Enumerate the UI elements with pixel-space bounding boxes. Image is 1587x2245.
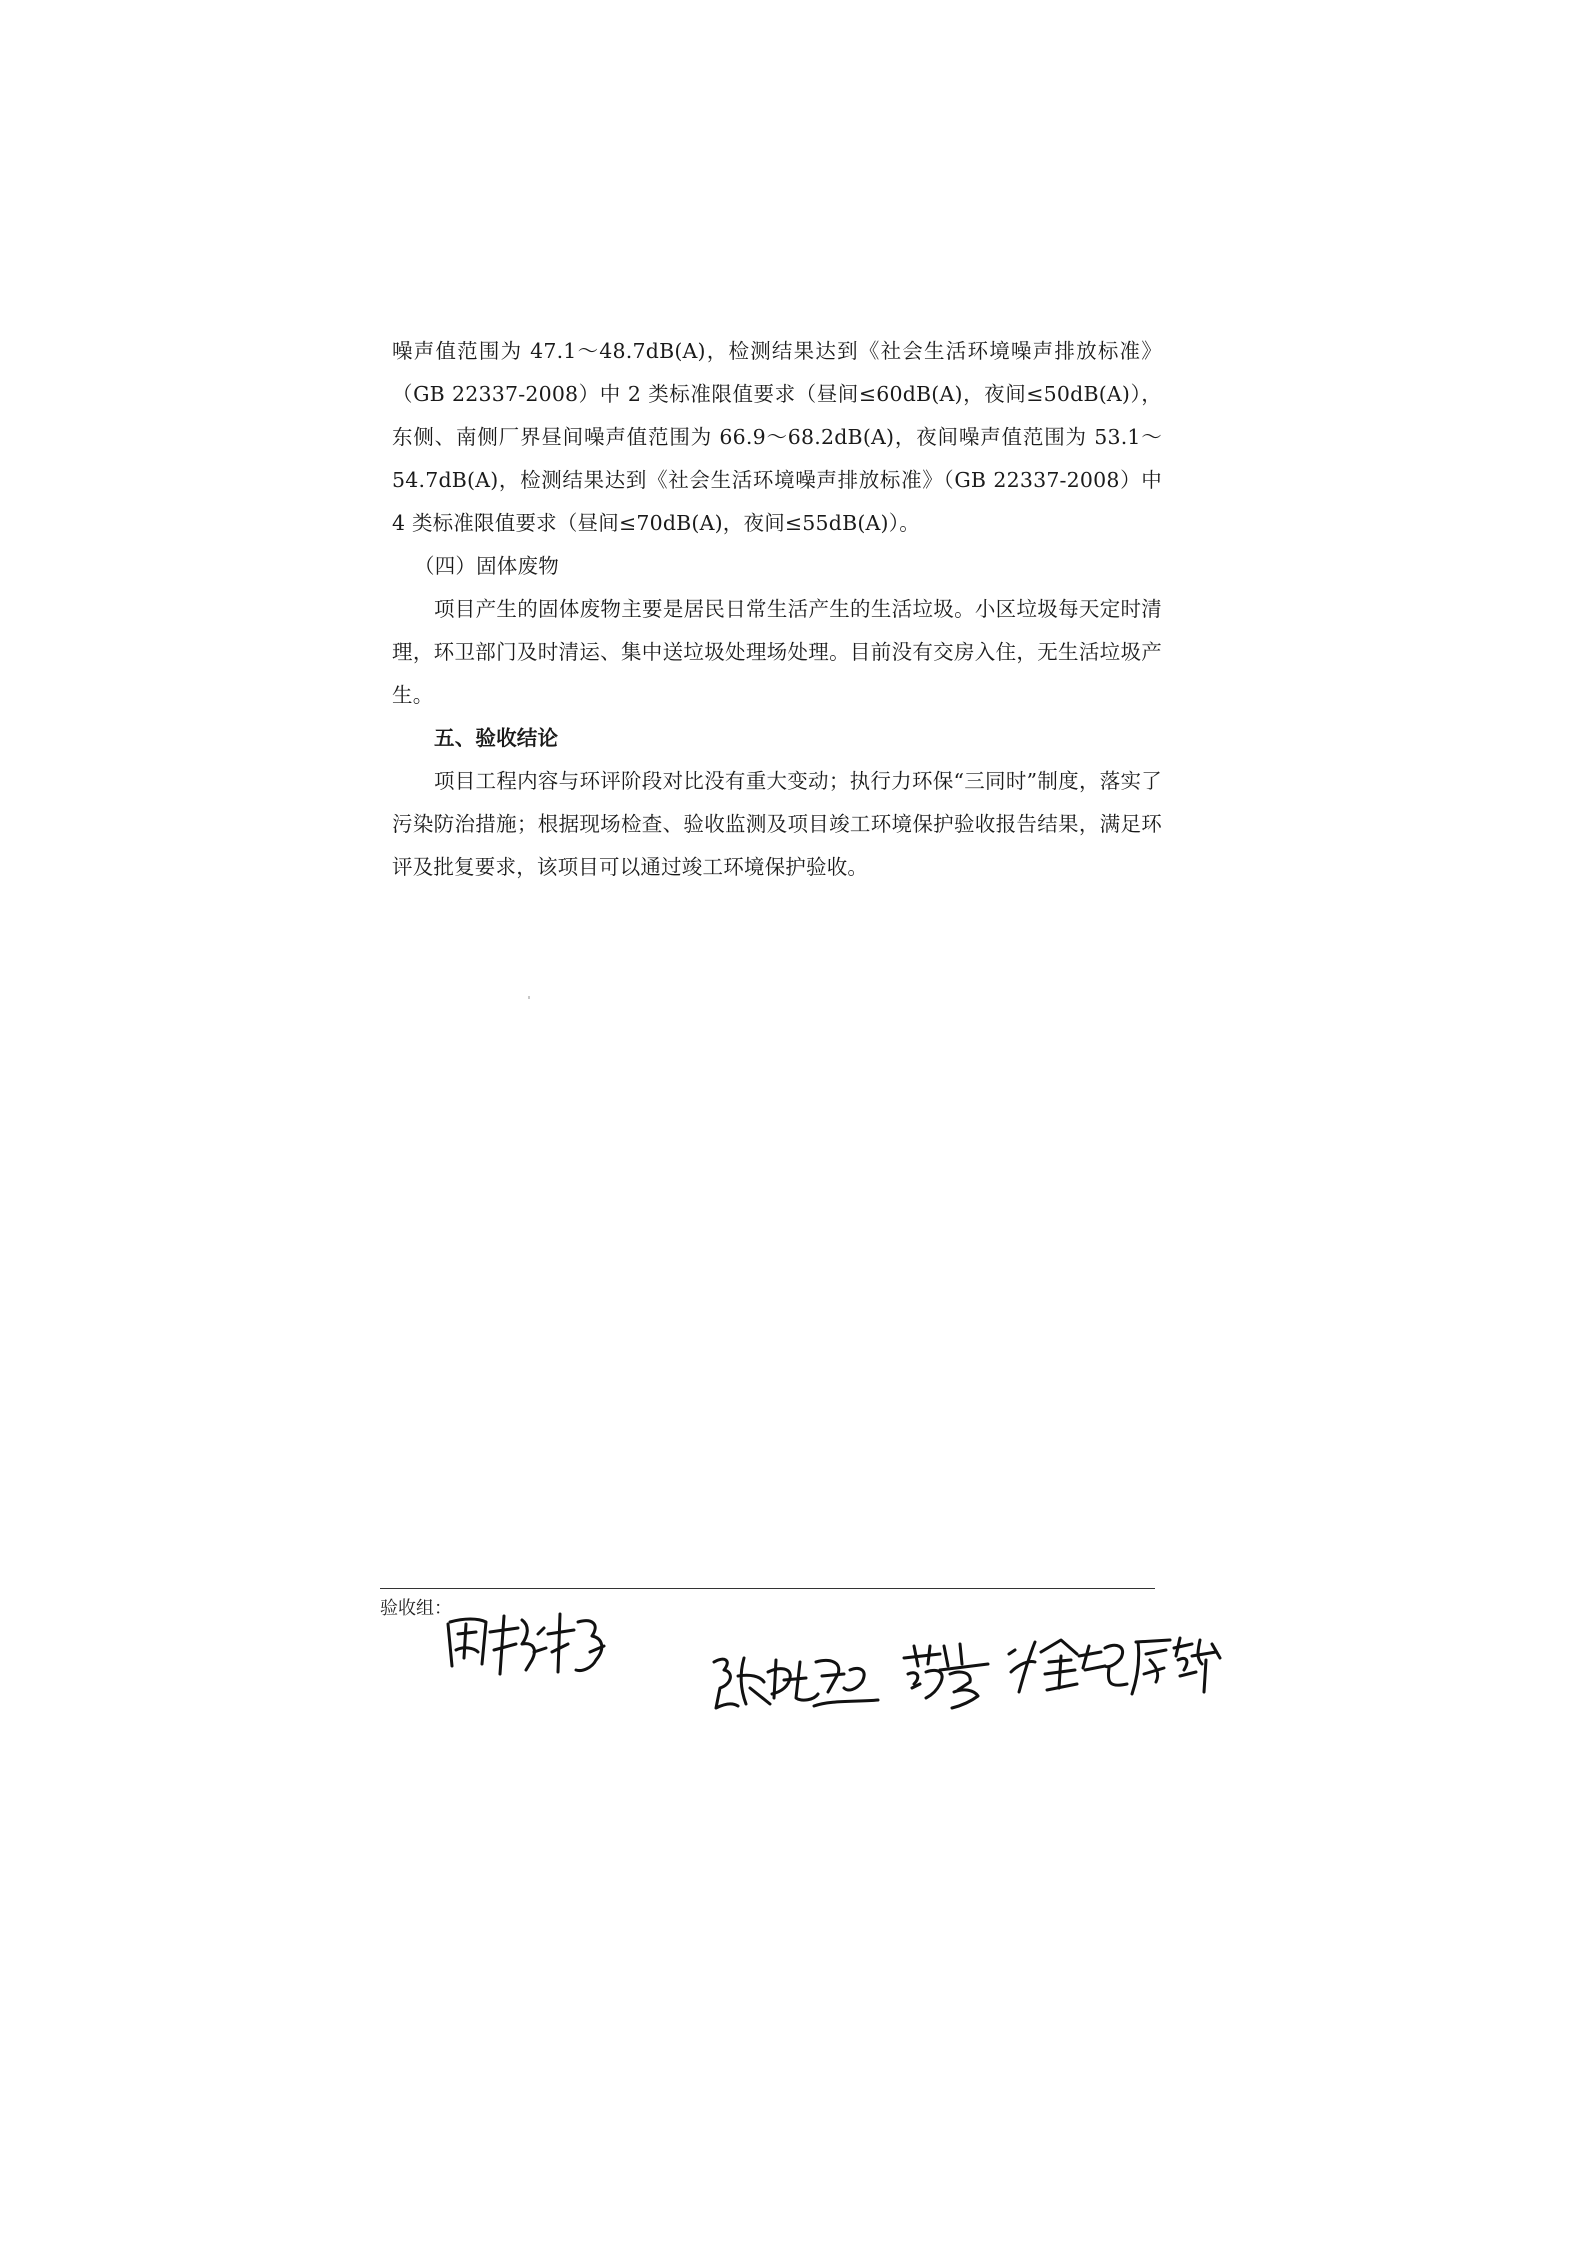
conclusion-paragraph: 项目工程内容与环评阶段对比没有重大变动；执行力环保“三同时”制度，落实了污染防治措施；根据现场检查、验收监测及项目竣工环境保护验收报告结果，满足环评及批复要求，该项目可以通过竣工环境保护验收。	[392, 769, 1162, 879]
document-body	[392, 330, 1162, 889]
signature-1	[442, 1604, 642, 1684]
signature-4	[1005, 1632, 1135, 1712]
signature-label: 验收组：	[380, 1598, 452, 1619]
signature-rule	[380, 1588, 1155, 1589]
noise-paragraph: 噪声值范围为 47.1～48.7dB(A)，检测结果达到《社会生活环境噪声排放标准》（GB 22337-2008）中 2 类标准限值要求（昼间≤60dB(A)，夜间≤50dB(A)），东侧、南侧厂界昼间噪声值范围为 66.9～68.2dB(A)，夜间噪声值范围为 53.1～54.7dB(A)，检测结果达到《社会生活环境噪声排放标准》（GB 22337-2008）中 4 类标准限值要求（昼间≤70dB(A)，夜间≤55dB(A)）。	[392, 339, 1162, 535]
signature-3	[900, 1640, 1000, 1720]
scan-speck	[528, 996, 530, 999]
solid-waste-paragraph: 项目产生的固体废物主要是居民日常生活产生的生活垃圾。小区垃圾每天定时清理，环卫部门及时清运、集中送垃圾处理场处理。目前没有交房入住，无生活垃圾产生。	[392, 597, 1162, 707]
signature-5	[1130, 1630, 1230, 1710]
solid-waste-heading: （四）固体废物	[414, 554, 559, 578]
conclusion-heading: 五、验收结论	[434, 726, 559, 750]
signature-2	[710, 1648, 890, 1718]
